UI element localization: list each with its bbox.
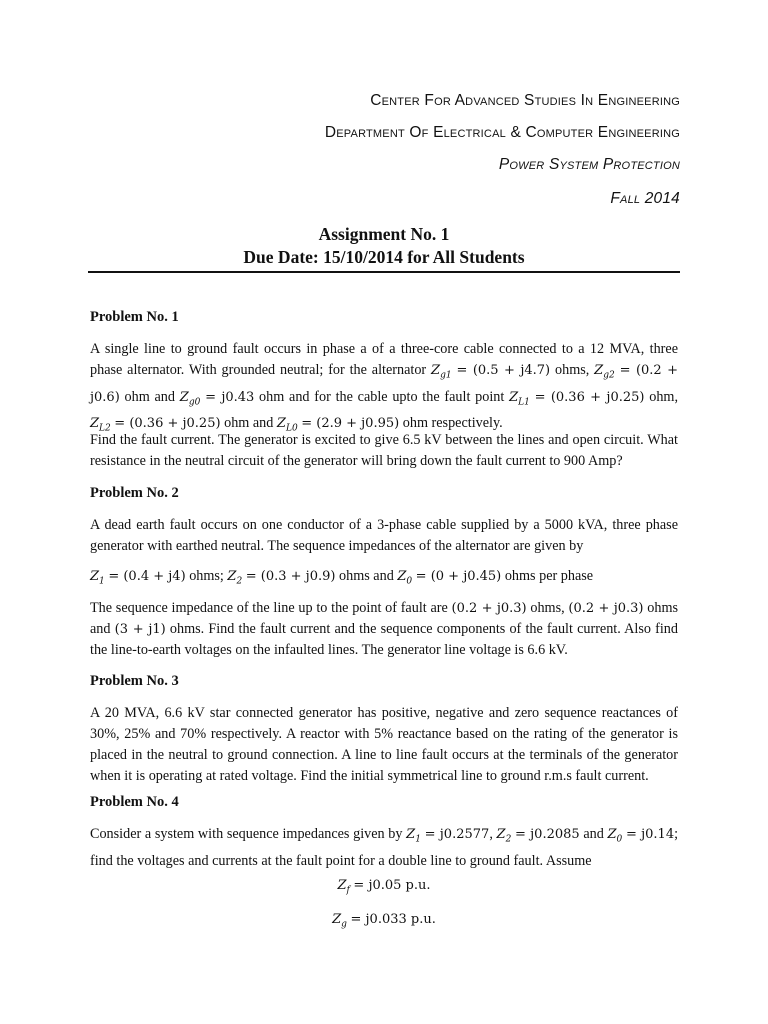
problem-1-heading: Problem No. 1 xyxy=(90,309,179,325)
problem-1-text: A single line to ground fault occurs in phase a of a three-core cable connected to a 12 MVA, three phase alternator. With grounded neutral; for the alternator $Z_{g1} = (0.5 + j4.7)$ ohms, $Z_{g2} = (0.2 + j0.6)$ ohm and $Z_{g0} = j0.43$ ohm and for the cable upto the fault point $Z_{L1} = (0.36 + j0.25)$ ohm, $Z_{L2} = (0.36 + j0.25)$ ohm and $Z_{L0} = (2.9 + j0.95)$ ohm respectively. xyxy=(90,341,679,434)
problem-3-text: A 20 MVA, 6.6 kV star connected generator has positive, negative and zero sequence reactances of 30%, 25% and 70% respectively. A reactor with 5% reactance based on the rating of the generator is placed in the neutral to ground connection. A line to line fault occurs at the terminals of the generator when it is operating at rated voltage. Find the initial symmetrical line to ground r.m.s fault current. xyxy=(90,705,678,784)
assignment-title: Assignment No. 1 xyxy=(318,224,450,244)
title-divider xyxy=(88,271,680,273)
header-course: Power System Protection xyxy=(498,156,680,173)
problem-4-heading: Problem No. 4 xyxy=(90,794,179,810)
problem-2-heading: Problem No. 2 xyxy=(90,485,179,501)
due-date: Due Date: 15/10/2014 for All Students xyxy=(243,247,525,267)
problem-2-text: A dead earth fault occurs on one conductor of a 3-phase cable supplied by a 5000 kVA, three phase generator with earthed neutral. The sequence impedances of the alternator are given by xyxy=(90,517,678,554)
header-department: Department Of Electrical & Computer Engineering xyxy=(324,124,680,141)
problem-3-heading: Problem No. 3 xyxy=(90,673,179,689)
header-institute: Center For Advanced Studies In Engineering xyxy=(370,92,680,109)
problem-1-question: Find the fault current. The generator is excited to give 6.5 kV between the lines and open circuit. What resistance in the neutral circuit of the generator will bring down the fault current to 900 Amp? xyxy=(90,432,678,469)
equation-zf: $Z_f = j0.05$ p.u. xyxy=(337,878,431,896)
header-term: Fall 2014 xyxy=(610,190,680,207)
problem-2-question: The sequence impedance of the line up to the point of fault are (0.2 + j0.3) ohms, (0.2 + j0.3) ohms and (3 + j1) ohms. Find the fault current and the sequence components of the fault current. Also find the line-to-earth voltages on the infaulted lines. The generator line voltage is 6.6 kV. xyxy=(90,600,679,658)
problem-2-impedances: $Z_1 = (0.4 + j4)$ ohms; $Z_2 = (0.3 + j0.9)$ ohms and $Z_0 = (0 + j0.45)$ ohms per phase xyxy=(90,568,594,587)
problem-4-text: Consider a system with sequence impedances given by $Z_1 = j0.2577$, $Z_2 = j0.2085$ and $Z_0 = j0.14$; find the voltages and currents at the fault point for a double line to ground fault. Assume xyxy=(90,826,679,869)
equation-zg: $Z_g = j0.033$ p.u. xyxy=(332,912,436,930)
